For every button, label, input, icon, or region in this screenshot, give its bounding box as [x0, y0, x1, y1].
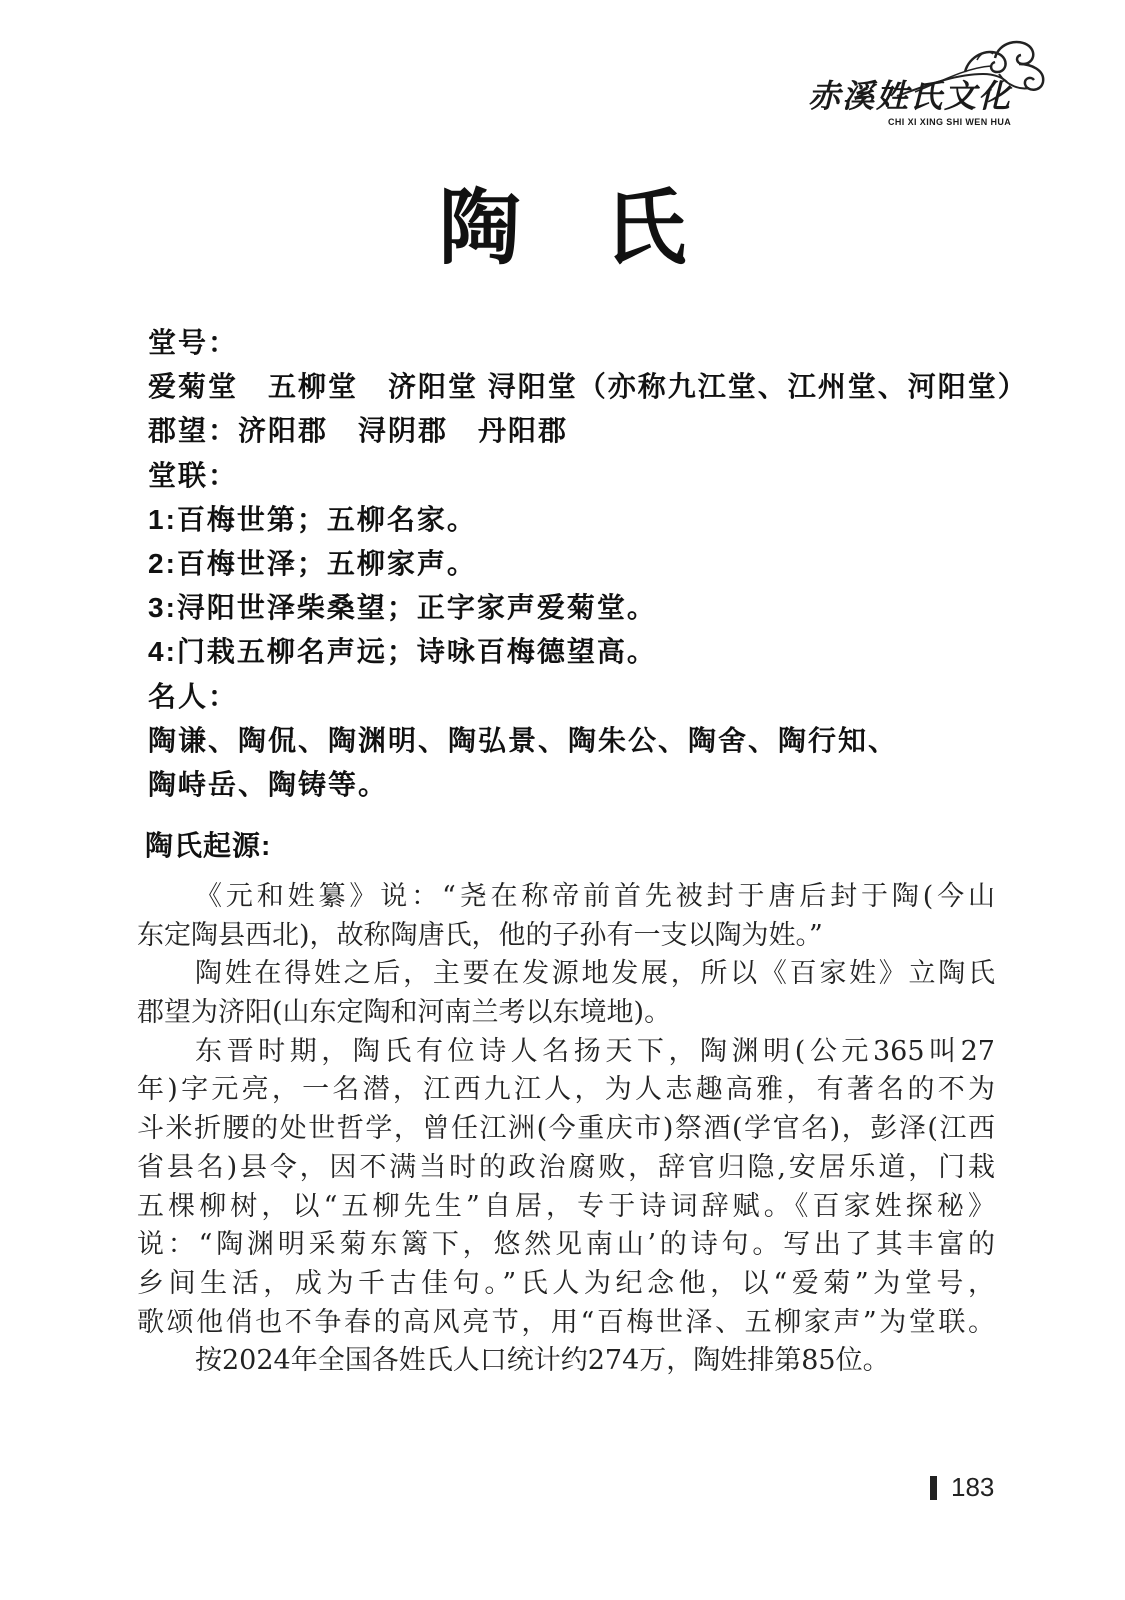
page-number: 183	[951, 1472, 995, 1502]
origin-heading: 陶氏起源:	[145, 830, 272, 861]
origin-body	[137, 878, 995, 1381]
tanglian-item: 3:浔阳世泽柴桑望；正字家声爱菊堂。	[148, 592, 657, 624]
tanghao-label: 堂号：	[148, 327, 239, 358]
mingren-line: 陶谦、陶侃、陶渊明、陶弘景、陶朱公、陶舍、陶行知、	[148, 724, 899, 756]
tanghao-value: 爱菊堂 五柳堂 济阳堂 浔阳堂（亦称九江堂、江州堂、河阳堂）	[148, 371, 1028, 403]
body-line: 省县名)县令，因不满当时的政治腐败，辞官归隐,安居乐道，门栽	[137, 1151, 995, 1183]
body-line: 《元和姓纂》说：“尧在称帝前首先被封于唐后封于陶(今山	[195, 881, 995, 912]
body-line: 说：“陶渊明采菊东篱下，悠然见南山’的诗句。写出了其丰富的	[137, 1229, 995, 1261]
surname-info	[148, 321, 1078, 807]
body-line: 东定陶县西北)，故称陶唐氏，他的子孙有一支以陶为姓。”	[137, 919, 823, 951]
tanglian-item: 1:百梅世第；五柳名家。	[148, 503, 477, 535]
logo-subtitle: CHI XI XING SHI WEN HUA	[888, 117, 1012, 127]
page-number-bar	[930, 1476, 937, 1500]
mingren-label: 名人：	[148, 680, 239, 712]
tanglian-label: 堂联：	[148, 459, 239, 491]
body-line: 五棵柳树，以“五柳先生”自居，专于诗词辞赋。《百家姓探秘》	[137, 1190, 995, 1222]
body-line: 歌颂他俏也不争春的高风亮节，用“百梅世泽、五柳家声”为堂联。	[137, 1306, 995, 1338]
body-line: 郡望为济阳(山东定陶和河南兰考以东境地)。	[137, 997, 672, 1029]
body-line: 斗米折腰的处世哲学，曾任江洲(今重庆市)祭酒(学官名)，彭泽(江西	[137, 1113, 995, 1145]
series-logo	[800, 34, 1050, 138]
page-title: 陶 氏	[438, 180, 687, 276]
body-line: 陶姓在得姓之后，主要在发源地发展，所以《百家姓》立陶氏	[195, 958, 995, 990]
tanglian-item: 2:百梅世泽；五柳家声。	[148, 547, 477, 579]
logo-text: 赤溪姓氏文化	[808, 77, 1013, 115]
mingren-line: 陶峙岳、陶铸等。	[148, 768, 389, 800]
body-line: 年)字元亮，一名潜，江西九江人，为人志趣高雅，有著名的不为	[137, 1074, 995, 1106]
junwang-line: 郡望：济阳郡 浔阴郡 丹阳郡	[148, 415, 569, 447]
body-line: 按2024年全国各姓氏人口统计约274万，陶姓排第85位。	[195, 1345, 890, 1377]
body-line: 乡间生活，成为千古佳句。”氏人为纪念他，以“爱菊”为堂号，	[137, 1267, 995, 1299]
body-line: 东晋时期，陶氏有位诗人名扬天下，陶渊明(公元365叫27	[195, 1035, 995, 1067]
tanglian-item: 4:门栽五柳名声远；诗咏百梅德望高。	[148, 636, 657, 668]
